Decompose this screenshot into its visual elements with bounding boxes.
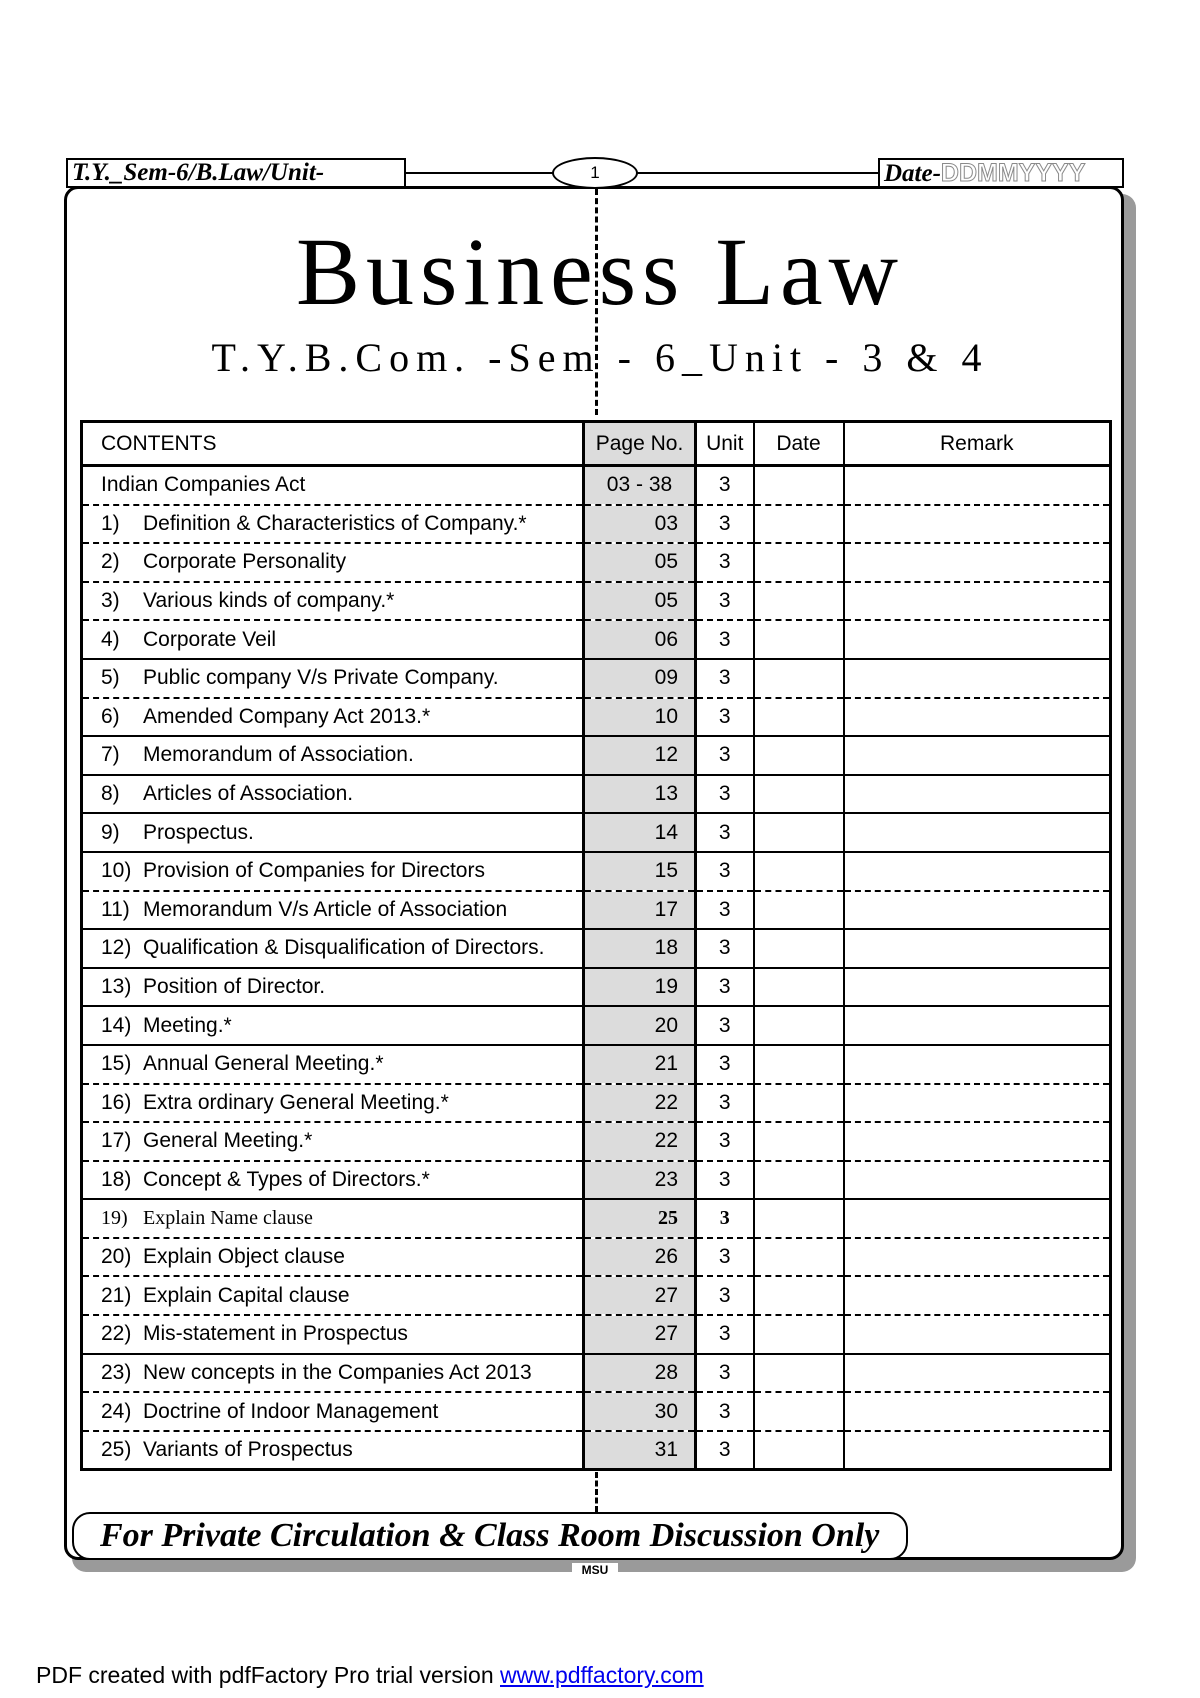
table-row (82, 1122, 1111, 1161)
row-page: 23 (584, 1161, 696, 1200)
row-remark (844, 1238, 1111, 1277)
row-number: 24) (101, 1399, 132, 1423)
row-title: Variants of Prospectus (143, 1438, 353, 1462)
row-date (754, 813, 844, 852)
row-title-cell (82, 1084, 584, 1123)
row-unit: 3 (696, 1315, 754, 1354)
row-title: Amended Company Act 2013.* (143, 704, 431, 728)
row-date (754, 1045, 844, 1084)
row-date (754, 1354, 844, 1393)
row-date (754, 1392, 844, 1431)
row-page: 31 (584, 1431, 696, 1470)
row-page: 21 (584, 1045, 696, 1084)
table-row (82, 1045, 1111, 1084)
header-rule-right (636, 172, 880, 174)
document-subtitle: T.Y.B.Com. -Sem - 6_Unit - 3 & 4 (211, 335, 989, 380)
row-remark (844, 1122, 1111, 1161)
row-title: Public company V/s Private Company. (143, 666, 499, 690)
row-unit: 3 (696, 1199, 754, 1238)
row-unit: 3 (696, 1354, 754, 1393)
row-unit: 3 (696, 775, 754, 814)
row-title: Annual General Meeting.* (143, 1052, 384, 1076)
row-title: Explain Object clause (143, 1245, 345, 1269)
row-remark (844, 813, 1111, 852)
row-title: Corporate Personality (143, 550, 347, 574)
table-row (82, 891, 1111, 930)
row-remark (844, 1354, 1111, 1393)
row-title: Mis-statement in Prospectus (143, 1322, 408, 1346)
row-title-cell (82, 1431, 584, 1470)
contents-table (80, 420, 1112, 1471)
row-date (754, 929, 844, 968)
row-date (754, 1238, 844, 1277)
row-date (754, 1431, 844, 1470)
row-unit: 3 (696, 505, 754, 544)
table-row (82, 1238, 1111, 1277)
row-title: Provision of Companies for Directors (143, 859, 485, 883)
row-title-cell (82, 1315, 584, 1354)
row-unit: 3 (696, 1431, 754, 1470)
row-page: 30 (584, 1392, 696, 1431)
row-title: Position of Director. (143, 975, 326, 999)
row-title-cell (82, 1006, 584, 1045)
row-title-cell (82, 852, 584, 891)
row-unit: 3 (696, 659, 754, 698)
header-unit: Unit (696, 422, 754, 466)
row-number: 17) (101, 1129, 132, 1153)
row-title: Corporate Veil (143, 627, 277, 651)
page-number-badge: 1 (552, 157, 638, 189)
row-unit: 3 (696, 1122, 754, 1161)
row-number: 13) (101, 975, 132, 999)
row-number: 6) (101, 704, 120, 728)
row-page: 10 (584, 698, 696, 737)
row-title-cell (82, 1122, 584, 1161)
row-page: 06 (584, 620, 696, 659)
header-date: Date (754, 422, 844, 466)
row-number: 2) (101, 550, 120, 574)
row-unit: 3 (696, 466, 754, 505)
row-date (754, 1315, 844, 1354)
row-page: 25 (584, 1199, 696, 1238)
row-date (754, 1276, 844, 1315)
row-remark (844, 1161, 1111, 1200)
table-row (82, 775, 1111, 814)
row-page: 09 (584, 659, 696, 698)
row-title-cell (82, 1392, 584, 1431)
row-unit: 3 (696, 543, 754, 582)
row-unit: 3 (696, 813, 754, 852)
row-unit: 3 (696, 852, 754, 891)
row-title: Articles of Association. (143, 782, 354, 806)
header-page-no: Page No. (584, 422, 696, 466)
row-date (754, 505, 844, 544)
row-remark (844, 775, 1111, 814)
row-number: 25) (101, 1438, 132, 1462)
row-unit: 3 (696, 1392, 754, 1431)
table-row (82, 505, 1111, 544)
row-number: 23) (101, 1360, 132, 1384)
table-row (82, 1276, 1111, 1315)
row-title-cell (82, 929, 584, 968)
row-date (754, 1006, 844, 1045)
row-title: Qualification & Disqualification of Directors. (143, 936, 545, 960)
row-title: New concepts in the Companies Act 2013 (143, 1360, 532, 1384)
table-row (82, 1431, 1111, 1470)
table-row (82, 1006, 1111, 1045)
row-page: 03 - 38 (584, 466, 696, 505)
row-unit: 3 (696, 736, 754, 775)
table-row (82, 582, 1111, 621)
row-remark (844, 1392, 1111, 1431)
row-page: 26 (584, 1238, 696, 1277)
row-remark (844, 505, 1111, 544)
row-remark (844, 659, 1111, 698)
row-unit: 3 (696, 1238, 754, 1277)
row-page: 22 (584, 1084, 696, 1123)
row-remark (844, 543, 1111, 582)
row-date (754, 620, 844, 659)
row-remark (844, 968, 1111, 1007)
header-rule-left (406, 172, 554, 174)
row-title: Doctrine of Indoor Management (143, 1399, 439, 1423)
table-row (82, 698, 1111, 737)
row-page: 05 (584, 543, 696, 582)
table-row (82, 543, 1111, 582)
row-title-cell (82, 968, 584, 1007)
row-page: 22 (584, 1122, 696, 1161)
row-number: 4) (101, 627, 120, 651)
row-unit: 3 (696, 1084, 754, 1123)
row-number: 5) (101, 666, 120, 690)
row-remark (844, 891, 1111, 930)
table-row (82, 813, 1111, 852)
row-number: 16) (101, 1090, 132, 1114)
row-title: Prospectus. (143, 820, 254, 844)
row-title-cell (82, 1276, 584, 1315)
row-title-cell (82, 1354, 584, 1393)
row-unit: 3 (696, 1006, 754, 1045)
row-date (754, 582, 844, 621)
row-title-cell (82, 1045, 584, 1084)
row-page: 17 (584, 891, 696, 930)
row-number: 1) (101, 511, 120, 535)
row-page: 20 (584, 1006, 696, 1045)
row-date (754, 968, 844, 1007)
row-title: Meeting.* (143, 1013, 232, 1037)
document-title: Business Law (296, 218, 904, 325)
row-remark (844, 1315, 1111, 1354)
row-page: 12 (584, 736, 696, 775)
row-number: 9) (101, 820, 120, 844)
row-title: Extra ordinary General Meeting.* (143, 1090, 449, 1114)
row-remark (844, 1006, 1111, 1045)
table-row (82, 1354, 1111, 1393)
row-remark (844, 1045, 1111, 1084)
row-page: 18 (584, 929, 696, 968)
row-number: 14) (101, 1013, 132, 1037)
row-remark (844, 852, 1111, 891)
table-row (82, 1084, 1111, 1123)
date-label: Date- (884, 160, 941, 187)
table-row (82, 852, 1111, 891)
row-number: 7) (101, 743, 120, 767)
row-title: Various kinds of company.* (143, 589, 395, 613)
row-unit: 3 (696, 968, 754, 1007)
header-remark: Remark (844, 422, 1111, 466)
row-number: 12) (101, 936, 132, 960)
center-guide-bottom (595, 1472, 598, 1512)
table-row (82, 968, 1111, 1007)
row-title-cell (82, 505, 584, 544)
row-page: 27 (584, 1315, 696, 1354)
row-number: 22) (101, 1322, 132, 1346)
row-title-cell (82, 543, 584, 582)
row-page: 19 (584, 968, 696, 1007)
pdffactory-link[interactable]: www.pdffactory.com (500, 1662, 704, 1688)
row-title: General Meeting.* (143, 1129, 313, 1153)
table-row (82, 620, 1111, 659)
pdf-note-text: PDF created with pdfFactory Pro trial version (36, 1662, 500, 1688)
row-unit: 3 (696, 620, 754, 659)
row-remark (844, 1276, 1111, 1315)
contents-header-row (82, 422, 1111, 466)
row-title: Memorandum V/s Article of Association (143, 897, 508, 921)
row-remark (844, 736, 1111, 775)
date-tag (878, 158, 1124, 188)
row-remark (844, 1199, 1111, 1238)
row-number: 10) (101, 859, 132, 883)
row-remark (844, 929, 1111, 968)
row-number: 19) (101, 1207, 128, 1230)
row-title-cell (82, 582, 584, 621)
row-title-cell (82, 891, 584, 930)
row-title-cell (82, 775, 584, 814)
row-date (754, 1161, 844, 1200)
row-number: 15) (101, 1052, 132, 1076)
date-placeholder: DDMMYYYY (940, 159, 1086, 187)
row-title-cell (82, 1199, 584, 1238)
row-page: 13 (584, 775, 696, 814)
table-row (82, 1315, 1111, 1354)
row-title: Explain Capital clause (143, 1283, 350, 1307)
row-unit: 3 (696, 929, 754, 968)
table-row (82, 659, 1111, 698)
row-remark (844, 698, 1111, 737)
row-number: 11) (101, 897, 130, 921)
row-remark (844, 1431, 1111, 1470)
row-remark (844, 582, 1111, 621)
table-row (82, 1161, 1111, 1200)
table-row (82, 466, 1111, 505)
row-unit: 3 (696, 582, 754, 621)
table-row (82, 1199, 1111, 1238)
row-unit: 3 (696, 698, 754, 737)
row-unit: 3 (696, 1045, 754, 1084)
row-date (754, 1122, 844, 1161)
table-row (82, 1392, 1111, 1431)
table-row (82, 929, 1111, 968)
row-page: 14 (584, 813, 696, 852)
row-date (754, 466, 844, 505)
row-title: Indian Companies Act (82, 466, 584, 505)
table-row (82, 736, 1111, 775)
row-remark (844, 466, 1111, 505)
row-number: 20) (101, 1245, 132, 1269)
row-title: Explain Name clause (143, 1207, 313, 1230)
row-date (754, 698, 844, 737)
row-title-cell (82, 659, 584, 698)
row-date (754, 543, 844, 582)
row-date (754, 1084, 844, 1123)
row-page: 27 (584, 1276, 696, 1315)
row-title-cell (82, 620, 584, 659)
row-title: Memorandum of Association. (143, 743, 414, 767)
row-remark (844, 620, 1111, 659)
row-date (754, 1199, 844, 1238)
row-number: 3) (101, 589, 120, 613)
course-tag: T.Y._Sem-6/B.Law/Unit- (66, 158, 406, 188)
row-unit: 3 (696, 1276, 754, 1315)
row-remark (844, 1084, 1111, 1123)
header-contents: CONTENTS (82, 422, 584, 466)
row-page: 28 (584, 1354, 696, 1393)
row-date (754, 891, 844, 930)
row-page: 15 (584, 852, 696, 891)
row-date (754, 775, 844, 814)
msu-logo: MSU (572, 1563, 618, 1577)
row-date (754, 736, 844, 775)
row-title-cell (82, 1238, 584, 1277)
row-page: 03 (584, 505, 696, 544)
row-page: 05 (584, 582, 696, 621)
row-title-cell (82, 813, 584, 852)
row-number: 18) (101, 1167, 132, 1191)
row-date (754, 659, 844, 698)
row-number: 8) (101, 782, 120, 806)
row-title: Concept & Types of Directors.* (143, 1167, 430, 1191)
row-title: Definition & Characteristics of Company.* (143, 511, 527, 535)
circulation-banner: For Private Circulation & Class Room Discussion Only (72, 1512, 908, 1560)
row-date (754, 852, 844, 891)
row-title-cell (82, 698, 584, 737)
pdf-creator-note (36, 1662, 704, 1689)
row-unit: 3 (696, 891, 754, 930)
row-title-cell (82, 736, 584, 775)
row-title-cell (82, 1161, 584, 1200)
row-number: 21) (101, 1283, 132, 1307)
row-unit: 3 (696, 1161, 754, 1200)
